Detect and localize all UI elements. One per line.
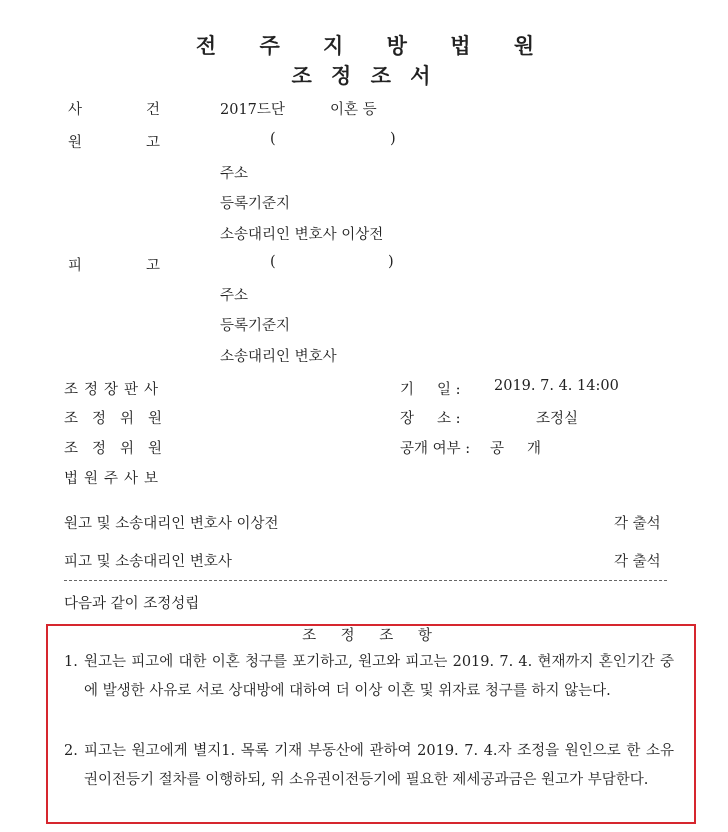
plaintiff-paren-open: ( bbox=[270, 131, 276, 147]
case-label-a: 사 bbox=[68, 102, 83, 118]
plaintiff-address-label: 주소 bbox=[220, 166, 249, 182]
document-title: 조 정 조 서 bbox=[291, 63, 437, 88]
case-name: 이혼 등 bbox=[330, 102, 377, 118]
case-label-b: 건 bbox=[146, 102, 161, 118]
case-number: 2017드단 bbox=[220, 102, 285, 118]
session-date-label: 기 일 : bbox=[400, 382, 461, 398]
clause-1-text: 원고는 피고에 대한 이혼 청구를 포기하고, 원고와 피고는 2019. 7. 4. 현재까지 혼인기간 중에 발생한 사유로 서로 상대방에 대하여 더 이상 이혼 및 위자료 청구를 하지 않는다. bbox=[84, 654, 674, 699]
plaintiff-counsel: 소송대리인 변호사 이상전 bbox=[220, 227, 384, 243]
defendant-paren-open: ( bbox=[270, 254, 276, 270]
judge-label: 조정장판사 bbox=[64, 382, 165, 398]
attendance-status-1: 각 출석 bbox=[614, 516, 661, 532]
court-clerk-label: 법원주사보 bbox=[64, 471, 165, 487]
plaintiff-label-a: 원 bbox=[68, 135, 83, 151]
mediation-member-2: 조정위원 bbox=[64, 441, 177, 457]
terms-heading: 조 정 조 항 bbox=[302, 628, 442, 644]
attendance-party-1: 원고 및 소송대리인 변호사 이상전 bbox=[64, 516, 279, 532]
clause-2-text: 피고는 원고에게 별지1. 목록 기재 부동산에 관하여 2019. 7. 4.자 조정을 원인으로 한 소유권이전등기 절차를 이행하되, 위 소유권이전등기에 필요한 제세공과금은 원고가 부담한다. bbox=[84, 743, 674, 788]
defendant-registry-label: 등록기준지 bbox=[220, 318, 291, 334]
attendance-party-2: 피고 및 소송대리인 변호사 bbox=[64, 554, 232, 570]
clause-2-number: 2. bbox=[64, 743, 78, 759]
defendant-counsel: 소송대리인 변호사 bbox=[220, 349, 337, 365]
clause-1 bbox=[64, 648, 674, 706]
defendant-label-a: 피 bbox=[68, 258, 83, 274]
plaintiff-paren-close: ) bbox=[390, 131, 396, 147]
session-place-label: 장 소 : bbox=[400, 411, 461, 427]
defendant-label-b: 고 bbox=[146, 258, 161, 274]
session-place-value: 조정실 bbox=[536, 411, 579, 427]
clause-2 bbox=[64, 737, 674, 795]
attendance-status-2: 각 출석 bbox=[614, 554, 661, 570]
dashed-divider bbox=[64, 580, 667, 581]
clause-1-number: 1. bbox=[64, 654, 78, 670]
session-public-value: 공 개 bbox=[490, 441, 542, 457]
court-name: 전 주 지 방 법 원 bbox=[195, 33, 553, 58]
session-date-value: 2019. 7. 4. 14:00 bbox=[494, 378, 619, 394]
mediation-member-1: 조정위원 bbox=[64, 411, 177, 427]
defendant-address-label: 주소 bbox=[220, 288, 249, 304]
defendant-paren-close: ) bbox=[388, 254, 394, 270]
plaintiff-label-b: 고 bbox=[146, 135, 161, 151]
plaintiff-registry-label: 등록기준지 bbox=[220, 196, 291, 212]
mediation-established: 다음과 같이 조정성립 bbox=[64, 596, 200, 612]
session-public-label: 공개 여부 : bbox=[400, 441, 471, 457]
